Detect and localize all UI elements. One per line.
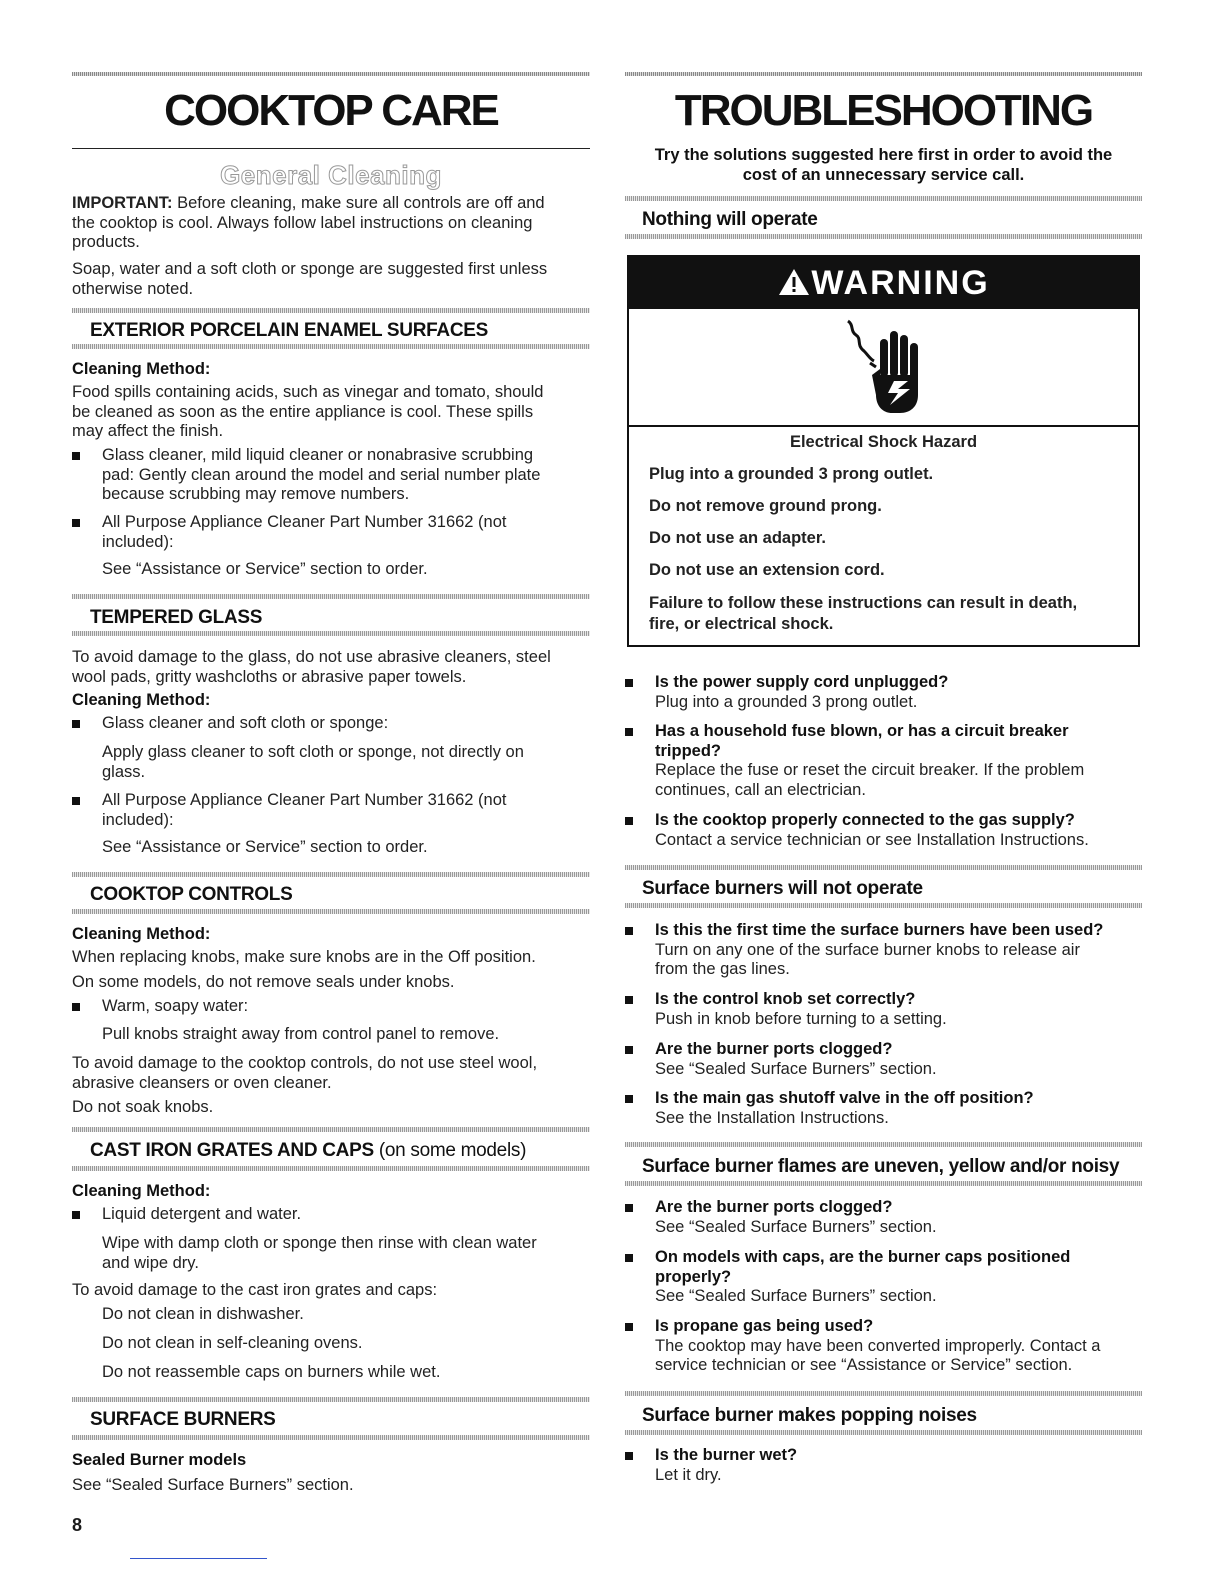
bullet-icon — [72, 720, 80, 728]
paragraph: To avoid damage to the cast iron grates and caps: — [72, 1281, 438, 1299]
sub-heading: Sealed Burner models — [72, 1451, 247, 1469]
list-note: Do not reassemble caps on burners while wet. — [102, 1363, 441, 1381]
page-number: 8 — [72, 1515, 83, 1535]
list-item: Has a household fuse blown, or has a circuit breaker tripped? Replace the fuse or reset the circuit breaker. If the problem continues, call an electrician. — [625, 722, 1142, 802]
bullet-icon — [72, 452, 80, 460]
link-underline — [130, 1558, 267, 1559]
section-heading: TEMPERED GLASS — [90, 607, 263, 628]
section-rule — [72, 631, 590, 636]
list-item: Glass cleaner, mild liquid cleaner or nonabrasive scrubbing pad: Gently clean around the model and serial number plate because scrubbing may remove numbers. — [72, 446, 592, 506]
important-label: IMPORTANT: — [72, 194, 173, 212]
section-rule — [625, 1142, 1142, 1147]
list-note: Do not clean in dishwasher. — [102, 1305, 304, 1323]
glass-paragraph: To avoid damage to the glass, do not use abrasive cleaners, steel wool pads, gritty washcloths or abrasive paper towels. — [72, 648, 551, 686]
section-rule — [72, 344, 590, 349]
page-title: COOKTOP CARE — [164, 86, 498, 135]
list-note: See “Assistance or Service” section to order. — [102, 560, 428, 578]
list-item: Is the main gas shutoff valve in the off position? See the Installation Instructions. — [625, 1089, 1142, 1129]
section-heading: Surface burners will not operate — [642, 878, 923, 899]
list-item: Liquid detergent and water. — [72, 1205, 592, 1225]
list-item: Is the control knob set correctly? Push in knob before turning to a setting. — [625, 990, 1142, 1030]
section-rule — [72, 872, 590, 877]
list-item: Is the burner wet? Let it dry. — [625, 1446, 1142, 1486]
troubleshooting-title: TROUBLESHOOTING — [674, 86, 1093, 135]
bullet-icon — [625, 1095, 633, 1103]
list-note: Apply glass cleaner to soft cloth or sponge, not directly on glass. — [102, 743, 524, 781]
section-rule — [72, 1127, 590, 1132]
title-divider — [72, 148, 590, 149]
hazard-title: Electrical Shock Hazard — [789, 433, 978, 451]
cleaning-method-label: Cleaning Method: — [72, 360, 211, 378]
paragraph: When replacing knobs, make sure knobs are in the Off position. — [72, 948, 536, 966]
cleaning-method-label: Cleaning Method: — [72, 925, 211, 943]
bullet-icon — [625, 679, 633, 687]
paragraph: Do not soak knobs. — [72, 1098, 214, 1116]
warning-line: Do not use an extension cord. — [649, 561, 885, 579]
section-rule — [72, 1435, 590, 1440]
bullet-icon — [625, 1204, 633, 1212]
cleaning-method-label: Cleaning Method: — [72, 1182, 211, 1200]
section-rule — [72, 1397, 590, 1402]
section-rule — [625, 903, 1142, 908]
bullet-icon — [72, 1211, 80, 1219]
section-heading: COOKTOP CONTROLS — [90, 884, 293, 905]
list-note: Wipe with damp cloth or sponge then rinse with clean water and wipe dry. — [102, 1234, 537, 1272]
porcelain-paragraph: Food spills containing acids, such as vinegar and tomato, should be cleaned as soon as the entire appliance is cool. These spills may affect the finish. — [72, 383, 544, 440]
bullet-icon — [72, 1003, 80, 1011]
left-top-rule — [72, 72, 590, 76]
list-note: Do not clean in self-cleaning ovens. — [102, 1334, 363, 1352]
section-heading: Surface burner flames are uneven, yellow and/or noisy — [642, 1156, 1120, 1177]
bullet-icon — [625, 817, 633, 825]
warning-banner: WARNING — [629, 257, 1138, 309]
intro-paragraph-2: Soap, water and a soft cloth or sponge are suggested first unless otherwise noted. — [72, 260, 548, 298]
bullet-icon — [625, 1452, 633, 1460]
bullet-icon — [72, 797, 80, 805]
paragraph: To avoid damage to the cooktop controls, do not use steel wool, abrasive cleansers or oven cleaner. — [72, 1054, 538, 1092]
cleaning-method-label: Cleaning Method: — [72, 691, 211, 709]
bullet-icon — [625, 996, 633, 1004]
list-item: Glass cleaner and soft cloth or sponge: — [72, 714, 592, 734]
list-item: Warm, soapy water: — [72, 997, 592, 1017]
list-item: All Purpose Appliance Cleaner Part Number 31662 (not included): — [72, 791, 592, 831]
bullet-icon — [625, 927, 633, 935]
section-rule — [625, 865, 1142, 870]
list-item: Is this the first time the surface burners have been used? Turn on any one of the surface burner knobs to release air from the gas lines. — [625, 921, 1142, 981]
section-heading: SURFACE BURNERS — [90, 1409, 276, 1430]
paragraph: On some models, do not remove seals under knobs. — [72, 973, 455, 991]
electrical-shock-hand-icon — [840, 315, 930, 419]
list-item: Are the burner ports clogged? See “Sealed Surface Burners” section. — [625, 1040, 1142, 1080]
section-rule — [625, 1181, 1142, 1186]
section-rule — [625, 1391, 1142, 1396]
bullet-icon — [625, 728, 633, 736]
section-heading: Surface burner makes popping noises — [642, 1405, 977, 1426]
warning-line: Do not use an adapter. — [649, 529, 826, 547]
section-rule — [625, 234, 1142, 239]
list-item: Are the burner ports clogged? See “Sealed Surface Burners” section. — [625, 1198, 1142, 1238]
warning-line: Failure to follow these instructions can result in death, fire, or electrical shock. — [649, 594, 1078, 633]
section-heading: EXTERIOR PORCELAIN ENAMEL SURFACES — [90, 320, 488, 341]
section-rule — [72, 909, 590, 914]
warning-box — [627, 255, 1140, 647]
section-rule — [72, 1166, 590, 1171]
list-note: Pull knobs straight away from control panel to remove. — [102, 1025, 500, 1043]
bullet-icon — [625, 1254, 633, 1262]
warning-line: Do not remove ground prong. — [649, 497, 882, 515]
section-rule — [625, 1430, 1142, 1435]
bullet-icon — [625, 1323, 633, 1331]
warning-line: Plug into a grounded 3 prong outlet. — [649, 465, 934, 483]
list-item: Is the power supply cord unplugged? Plug into a grounded 3 prong outlet. — [625, 673, 1142, 713]
troubleshooting-intro: Try the solutions suggested here first in order to avoid the cost of an unnecessary service call. — [654, 146, 1113, 184]
bullet-icon — [625, 1046, 633, 1054]
list-item: Is propane gas being used? The cooktop may have been converted improperly. Contact a service technician or see “Assistance or Service” section. — [625, 1317, 1142, 1377]
section-rule — [625, 196, 1142, 201]
list-item: All Purpose Appliance Cleaner Part Number 31662 (not included): — [72, 513, 592, 553]
general-cleaning-heading: General Cleaning — [220, 160, 442, 190]
bullet-icon — [72, 519, 80, 527]
section-rule — [72, 308, 590, 313]
intro-paragraph: IMPORTANT: Before cleaning, make sure all controls are off and the cooktop is cool. Always follow label instructions on cleaning products. — [72, 194, 545, 251]
right-top-rule — [625, 72, 1142, 76]
list-note: See “Assistance or Service” section to order. — [102, 838, 428, 856]
paragraph: See “Sealed Surface Burners” section. — [72, 1476, 354, 1494]
warning-divider — [629, 425, 1138, 427]
section-heading: CAST IRON GRATES AND CAPS (on some models) — [90, 1140, 527, 1161]
list-item: Is the cooktop properly connected to the gas supply? Contact a service technician or see Installation Instructions. — [625, 811, 1142, 851]
warning-triangle-icon — [777, 267, 811, 297]
section-heading: Nothing will operate — [642, 209, 818, 230]
section-rule — [72, 594, 590, 599]
list-item: On models with caps, are the burner caps positioned properly? See “Sealed Surface Burners” section. — [625, 1248, 1142, 1308]
